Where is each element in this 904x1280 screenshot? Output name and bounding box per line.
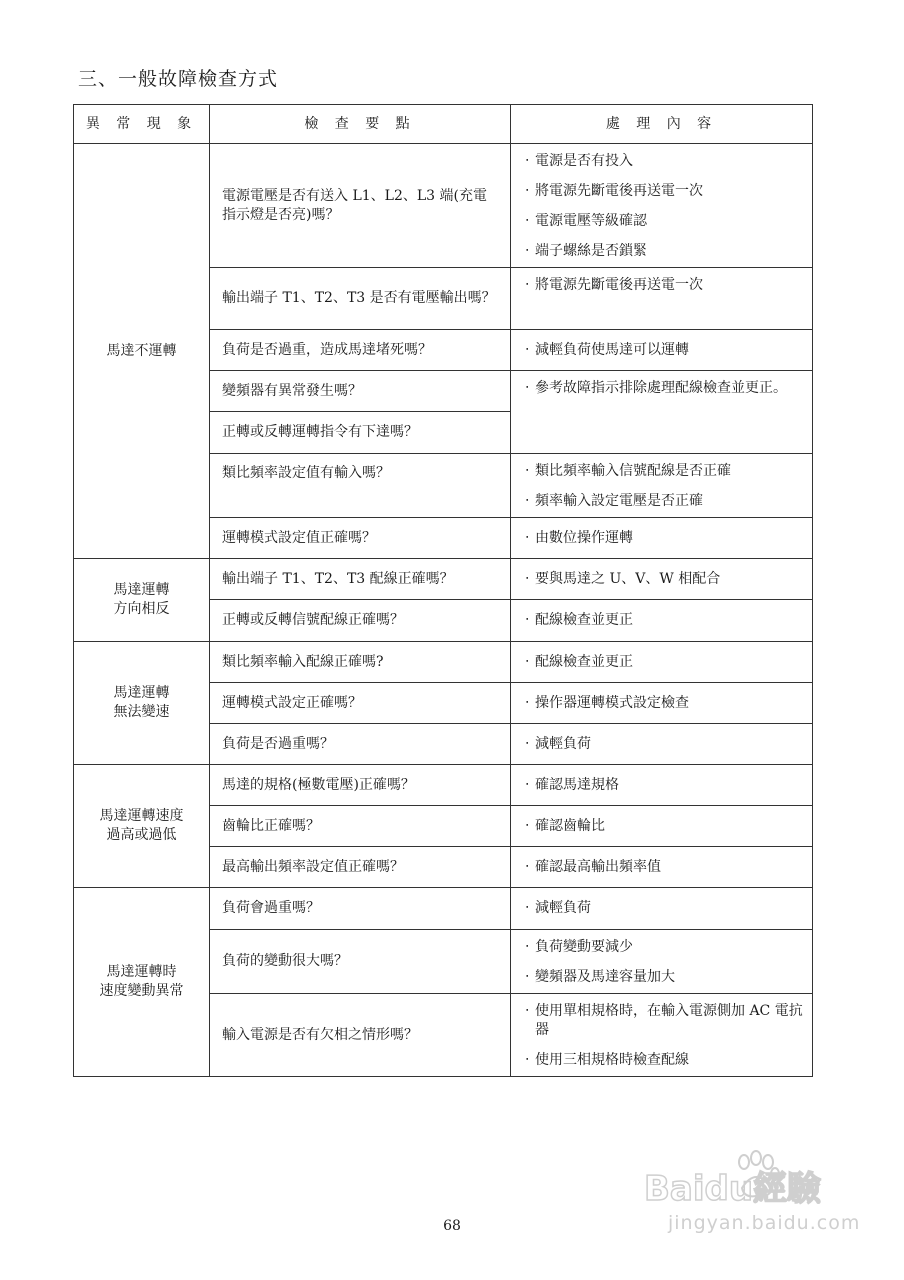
table-row [74,559,813,600]
action-text: 確認馬達規格 [535,776,619,793]
bullet-icon: ‧ [525,858,530,875]
remedy-cell [511,683,813,724]
bullet-icon: ‧ [525,900,530,916]
action-item [525,968,812,987]
bullet-icon: ‧ [525,653,530,670]
action-item [525,858,812,877]
action-item [525,276,812,295]
symptom-line: 馬達不運轉 [106,342,177,359]
remedy-cell [511,765,813,806]
table-row [74,144,813,268]
action-text: 電源電壓等級確認 [535,213,647,229]
bullet-icon: ‧ [525,243,530,259]
action-text: 將電源先斷電後再送電一次 [535,277,703,293]
bullet-icon: ‧ [525,529,530,546]
remedy-cell [511,518,813,559]
action-text: 配線檢查並更正 [535,653,633,670]
action-item [525,341,812,360]
action-text: 使用單相規格時，在輸入電源側加 AC 電抗器 [535,1003,803,1038]
bullet-icon: ‧ [525,570,530,587]
action-item [525,899,812,918]
check-cell: 負荷是否過重，造成馬達堵死嗎？ [210,330,511,371]
action-text: 確認齒輪比 [535,817,605,834]
action-text: 由數位操作運轉 [535,529,633,546]
action-text: 配線檢查並更正 [535,612,633,628]
check-cell: 運轉模式設定值正確嗎？ [210,518,511,559]
check-cell: 正轉或反轉信號配線正確嗎？ [210,600,511,642]
header-symptom: 異 常 現 象 [74,105,210,144]
bullet-icon: ‧ [525,612,530,628]
check-cell: 齒輪比正確嗎？ [210,806,511,847]
bullet-icon: ‧ [525,380,530,396]
remedy-cell [511,144,813,268]
check-cell: 負荷的變動很大嗎？ [210,930,511,994]
bullet-icon: ‧ [525,1052,530,1068]
symptom-cell [74,765,210,888]
remedy-cell [511,994,813,1077]
baidu-paw-logo-icon [644,1148,864,1208]
symptom-cell [74,888,210,1077]
bullet-icon: ‧ [525,939,530,955]
action-text: 端子螺絲是否鎖緊 [535,243,647,259]
action-item [525,1002,812,1040]
header-check-points: 檢 查 要 點 [210,105,511,144]
remedy-cell [511,330,813,371]
action-text: 操作器運轉模式設定檢查 [535,694,689,711]
symptom-line: 速度變動異常 [99,983,184,999]
remedy-cell [511,806,813,847]
check-cell: 正轉或反轉運轉指令有下達嗎？ [210,412,511,454]
bullet-icon: ‧ [525,1003,530,1019]
action-item [525,735,812,754]
check-cell: 負荷是否過重嗎？ [210,724,511,765]
symptom-line: 馬達運轉 [113,582,170,598]
action-item [525,938,812,957]
troubleshooting-table [73,104,813,1077]
check-cell: 負荷會過重嗎？ [210,888,511,930]
bullet-icon: ‧ [525,817,530,834]
symptom-line: 過高或過低 [106,827,177,843]
action-text: 將電源先斷電後再送電一次 [535,183,703,199]
action-item [525,492,812,511]
symptom-cell [74,559,210,642]
symptom-line: 馬達運轉時 [106,964,177,980]
action-text: 確認最高輸出頻率值 [535,858,661,875]
action-text: 減輕負荷 [535,735,591,752]
action-item [525,379,812,398]
action-item [525,817,812,836]
check-cell: 最高輸出頻率設定值正確嗎？ [210,847,511,888]
action-text: 負荷變動要減少 [535,939,633,955]
bullet-icon: ‧ [525,183,530,199]
action-item [525,694,812,713]
check-cell: 電源電壓是否有送入 L1、L2、L3 端(充電指示燈是否亮)嗎？ [210,144,511,268]
action-item [525,570,812,589]
action-item [525,1051,812,1070]
action-text: 頻率輸入設定電壓是否正確 [535,493,703,509]
symptom-cell [74,144,210,559]
action-text: 減輕負荷 [535,900,591,916]
check-cell: 運轉模式設定正確嗎？ [210,683,511,724]
remedy-cell [511,371,813,454]
table-row [74,765,813,806]
check-cell: 類比頻率輸入配線正確嗎? [210,642,511,683]
watermark-brand: Baidu經驗 [644,1169,822,1208]
bullet-icon: ‧ [525,213,530,229]
action-text: 使用三相規格時檢查配線 [535,1052,689,1068]
action-item [525,529,812,548]
remedy-cell [511,559,813,600]
action-item [525,653,812,672]
remedy-cell [511,268,813,330]
header-remedy: 處 理 內 容 [511,105,813,144]
action-item [525,182,812,201]
bullet-icon: ‧ [525,735,530,752]
bullet-icon: ‧ [525,694,530,711]
bullet-icon: ‧ [525,463,530,479]
action-text: 電源是否有投入 [535,153,633,169]
table-row [74,642,813,683]
action-item [525,611,812,630]
action-item [525,152,812,171]
remedy-cell [511,930,813,994]
check-cell: 類比頻率設定值有輸入嗎？ [210,454,511,518]
action-text: 減輕負荷使馬達可以運轉 [535,341,689,358]
remedy-cell [511,888,813,930]
bullet-icon: ‧ [525,277,530,293]
action-text: 要與馬達之 U、V、W 相配合 [535,570,721,587]
watermark-url: jingyan.baidu.com [668,1212,861,1234]
bullet-icon: ‧ [525,493,530,509]
action-text: 變頻器及馬達容量加大 [535,969,675,985]
check-cell: 變頻器有異常發生嗎？ [210,371,511,412]
symptom-cell [74,642,210,765]
action-text: 類比頻率輸入信號配線是否正確 [535,463,731,479]
baidu-watermark [644,1148,864,1248]
table-row [74,888,813,930]
bullet-icon: ‧ [525,341,530,358]
remedy-cell [511,847,813,888]
symptom-line: 無法變速 [113,704,170,720]
action-item [525,462,812,481]
check-cell: 輸入電源是否有欠相之情形嗎？ [210,994,511,1077]
remedy-cell [511,642,813,683]
remedy-cell [511,600,813,642]
check-cell: 輸出端子 T1、T2、T3 是否有電壓輸出嗎？ [210,268,511,330]
action-item [525,212,812,231]
remedy-cell [511,454,813,518]
check-cell: 馬達的規格(極數電壓)正確嗎？ [210,765,511,806]
bullet-icon: ‧ [525,969,530,985]
action-item [525,776,812,795]
check-cell: 輸出端子 T1、T2、T3 配線正確嗎？ [210,559,511,600]
symptom-line: 馬達運轉速度 [99,808,184,824]
action-text: 參考故障指示排除處理配線檢查並更正。 [535,380,787,396]
bullet-icon: ‧ [525,153,530,169]
page-number: 68 [443,1218,461,1234]
table-header-row [74,105,813,144]
symptom-line: 方向相反 [113,601,170,617]
section-title: 三、一般故障檢查方式 [78,68,279,90]
remedy-cell [511,724,813,765]
symptom-line: 馬達運轉 [113,685,170,701]
bullet-icon: ‧ [525,776,530,793]
action-item [525,242,812,261]
